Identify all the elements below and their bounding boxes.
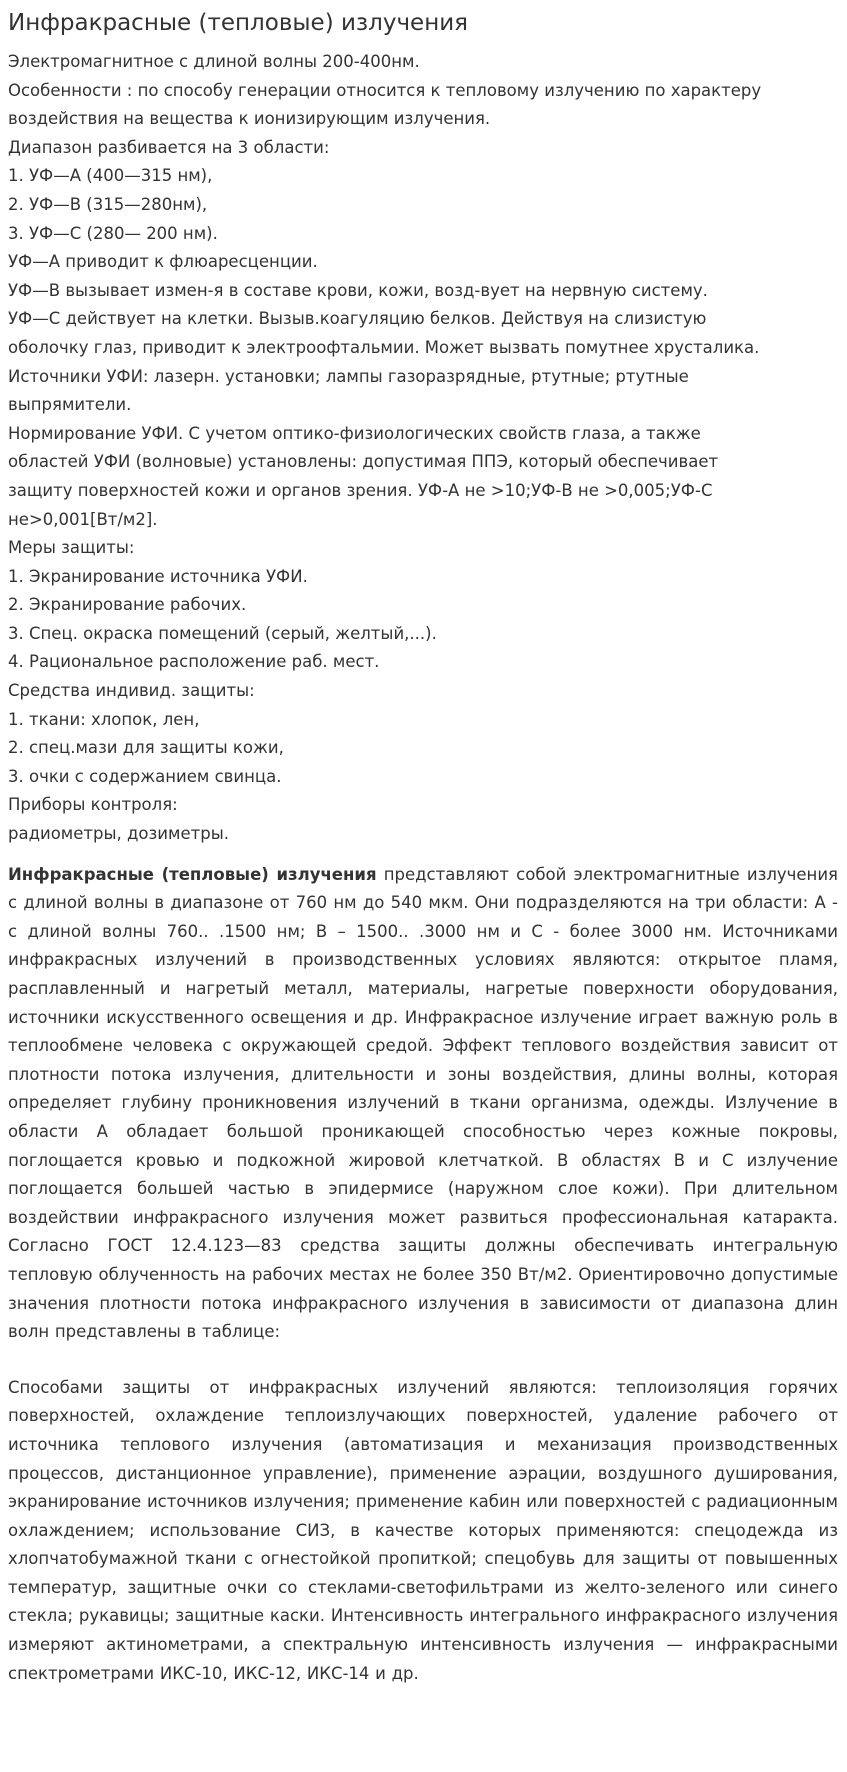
text-line: 3. Спец. окраска помещений (серый, желтый,...). [8,623,437,643]
text-line: УФ—С действует на клетки. Вызыв.коагуляцию белков. Действуя на слизистую [8,309,707,329]
document-page [0,8,838,1688]
text-line: 1. Экранирование источника УФИ. [8,566,308,586]
text-line: оболочку глаз, приводит к электроофтальмии. Может вызвать помутнее хрусталика. [8,337,760,357]
text-line: УФ—В вызывает измен-я в составе крови, кожи, возд-вует на нервную систему. [8,280,708,300]
text-line: Электромагнитное с длиной волны 200-400нм. [8,52,420,71]
text-line: 3. УФ—С (280— 200 нм). [8,223,218,243]
text-line: Источники УФИ: лазерн. установки; лампы газоразрядные, ртутные; ртутные [8,366,689,386]
uv-section [8,48,838,849]
text-line: защиту поверхностей кожи и органов зрения. УФ-А не >10;УФ-В не >0,005;УФ-С [8,480,713,500]
ir-paragraph-lead: Инфракрасные (тепловые) излучения [8,864,377,884]
text-line: Нормирование УФИ. С учетом оптико-физиологических свойств глаза, а также [8,423,701,443]
text-line: 1. ткани: хлопок, лен, [8,709,200,729]
text-line: 3. очки с содержанием свинца. [8,766,282,786]
ir-paragraph [8,861,838,1347]
text-line: 2. спец.мази для защиты кожи, [8,738,284,758]
page-title: Инфракрасные (тепловые) излучения [8,10,469,36]
text-line: 2. УФ—В (315—280нм), [8,194,208,214]
text-line: областей УФИ (волновые) установлены: допустимая ППЭ, который обеспечивает [8,452,719,472]
text-line: Диапазон разбивается на 3 области: [8,137,330,157]
text-line: не>0,001[Вт/м2]. [8,509,158,529]
protection-paragraph: Способами защиты от инфракрасных излучений являются: теплоизоляция горячих поверхностей, охлаждение теплоизлучающих поверхностей, удаление рабочего от источника теплового излучения (автоматизация и механизация производственных процессов, дистанционное управление), применение аэрации, воздушного душирования, экранирование источников излучения; применение кабин или поверхностей с радиационным охлаждением; использование СИЗ, в качестве которых применяются: спецодежда из хлопчатобумажной ткани с огнестойкой пропиткой; спецобувь для защиты от повышенных температур, защитные очки со стеклами-светофильтрами из желто-зеленого или синего стекла; рукавицы; защитные каски. Интенсивность интегрального инфракрасного излучения измеряют актинометрами, а спектральную интенсивность излучения — инфракрасными спектрометрами ИКС-10, ИКС-12, ИКС-14 и др. [8,1377,838,1683]
text-line: Особенности : по способу генерации относится к тепловому излучению по характеру [8,80,762,100]
text-line: УФ—А приводит к флюаресценции. [8,252,318,272]
text-line: 4. Рациональное расположение раб. мест. [8,652,380,672]
text-line: Меры защиты: [8,538,135,558]
text-line: выпрямители. [8,395,132,415]
text-line: 2. Экранирование рабочих. [8,595,247,615]
text-line: Приборы контроля: [8,795,178,815]
text-line: 1. УФ—А (400—315 нм), [8,166,213,186]
ir-paragraph-body: представляют собой электромагнитные излучения с длиной волны в диапазоне от 760 нм до 540 мкм. Они подразделяются на три области: А - с длиной волны 760.. .1500 нм; В – 1500.. .3000 нм и С - более 3000 нм. Источниками инфракрасных излучений в производственных условиях являются: открытое пламя, расплавленный и нагретый металл, материалы, нагретые поверхности оборудования, источники искусственного освещения и др. Инфракрасное излучение играет важную роль в теплообмене человека с окружающей средой. Эффект теплового воздействия зависит от плотности потока излучения, длительности и зоны воздействия, длины волны, которая определяет глубину проникновения излучений в ткани организма, одежды. Излучение в области А обладает большой проникающей способностью через кожные покровы, поглощается кровью и подкожной жировой клетчаткой. В областях В и С излучение поглощается большей частью в эпидермисе (наружном слое кожи). При длительном воздействии инфракрасного излучения может развиться профессиональная катаракта. Согласно ГОСТ 12.4.123—83 средства защиты должны обеспечивать интегральную тепловую облученность на рабочих местах не более 350 Вт/м2. Ориентировочно допустимые значения плотности потока инфракрасного излучения в зависимости от диапазона длин волн представлены в таблице: [8,864,838,1342]
text-line: Средства индивид. защиты: [8,681,255,701]
text-line: воздействия на вещества к ионизирующим излучения. [8,109,491,129]
text-line: радиометры, дозиметры. [8,824,229,844]
